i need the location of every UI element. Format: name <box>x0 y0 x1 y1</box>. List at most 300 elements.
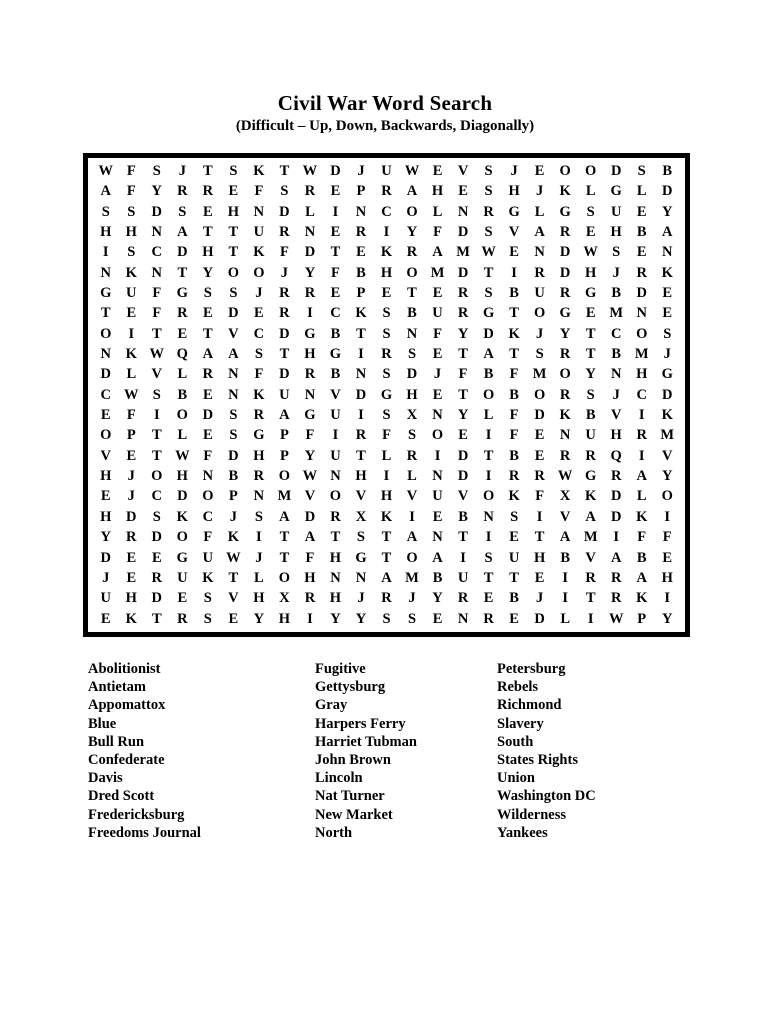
grid-cell: S <box>127 203 136 220</box>
grid-cell: R <box>559 285 571 301</box>
word-list-item: Fugitive <box>315 661 366 677</box>
grid-cell: H <box>125 223 137 240</box>
grid-cell: D <box>610 508 622 525</box>
grid-cell: S <box>586 386 595 403</box>
grid-cell: L <box>636 183 647 200</box>
grid-cell: D <box>100 549 111 566</box>
grid-cell: V <box>228 325 239 342</box>
grid-cell: I <box>358 346 364 363</box>
grid-cell: H <box>100 223 112 240</box>
grid-cell: B <box>636 223 647 240</box>
grid-cell: B <box>509 386 519 403</box>
grid-cell: K <box>661 407 673 424</box>
grid-cell: J <box>255 285 263 301</box>
grid-cell: J <box>612 386 620 403</box>
grid-cell: V <box>100 447 111 464</box>
grid-cell: J <box>357 162 365 179</box>
grid-cell: I <box>460 549 466 566</box>
grid-cell: K <box>125 346 137 363</box>
grid-cell: O <box>100 325 112 342</box>
grid-cell: W <box>302 468 318 485</box>
grid-cell: D <box>304 508 316 525</box>
grid-cell: J <box>178 162 186 179</box>
grid-cell: N <box>355 203 367 220</box>
grid-cell: I <box>332 203 339 220</box>
grid-cell: J <box>612 264 620 281</box>
grid-cell: C <box>151 488 163 505</box>
grid-cell: W <box>481 244 496 261</box>
grid-cell: A <box>406 529 418 546</box>
grid-cell: K <box>508 325 520 342</box>
grid-cell: U <box>330 407 341 424</box>
grid-cell: J <box>536 590 544 607</box>
grid-cell: O <box>406 549 418 566</box>
grid-cell: B <box>177 386 188 403</box>
grid-cell: E <box>585 223 596 240</box>
puzzle-subtitle: (Difficult – Up, Down, Backwards, Diagonally) <box>235 118 535 134</box>
grid-cell: T <box>534 529 545 546</box>
grid-cell: R <box>355 427 367 444</box>
grid-cell: K <box>355 305 367 322</box>
grid-cell: D <box>355 386 367 403</box>
grid-cell: L <box>407 468 417 485</box>
grid-cell: K <box>636 590 648 607</box>
grid-cell: S <box>637 162 646 179</box>
grid-cell: G <box>176 549 188 566</box>
grid-cell: S <box>535 346 544 363</box>
grid-cell: W <box>557 468 573 485</box>
grid-cell: I <box>358 407 364 424</box>
grid-cell: R <box>202 183 214 200</box>
grid-cell: T <box>381 549 392 566</box>
grid-cell: S <box>484 223 493 240</box>
grid-cell: E <box>177 325 188 342</box>
grid-cell: E <box>432 162 443 179</box>
grid-cell: Y <box>151 183 163 200</box>
grid-cell: L <box>432 203 443 220</box>
grid-cell: H <box>100 468 112 485</box>
grid-cell: I <box>536 508 543 525</box>
word-list <box>0 660 770 860</box>
grid-cell: N <box>151 264 163 281</box>
grid-cell: R <box>177 305 188 322</box>
grid-cell: R <box>534 264 545 281</box>
grid-cell: L <box>483 407 494 424</box>
grid-cell: V <box>585 549 596 566</box>
grid-cell: N <box>355 366 367 383</box>
grid-cell: H <box>227 203 239 220</box>
grid-cell: F <box>203 447 213 464</box>
grid-cell: D <box>151 529 163 546</box>
grid-cell: D <box>126 508 137 525</box>
grid-cell: H <box>278 610 291 627</box>
grid-cell: M <box>634 346 649 363</box>
grid-cell: N <box>406 325 418 342</box>
grid-cell: G <box>380 386 393 403</box>
grid-cell: V <box>304 488 316 505</box>
grid-cell: H <box>304 346 316 363</box>
grid-cell: L <box>305 203 315 220</box>
grid-cell: V <box>610 407 622 424</box>
grid-cell: B <box>330 325 341 342</box>
grid-cell: B <box>509 285 519 301</box>
grid-cell: Y <box>355 610 367 627</box>
grid-cell: D <box>483 325 494 342</box>
grid-cell: Y <box>661 610 673 627</box>
grid-cell: E <box>381 285 392 301</box>
grid-cell: R <box>177 610 188 627</box>
grid-cell: S <box>203 610 212 627</box>
grid-cell: E <box>534 162 545 179</box>
grid-cell: S <box>407 427 417 444</box>
grid-cell: U <box>585 427 596 444</box>
grid-cell: D <box>406 366 418 383</box>
grid-cell: E <box>662 285 673 301</box>
grid-cell: R <box>304 285 316 301</box>
grid-cell: I <box>409 508 415 525</box>
grid-cell: O <box>533 386 546 403</box>
grid-cell: I <box>638 447 645 464</box>
grid-cell: A <box>202 346 214 363</box>
grid-cell: A <box>432 549 443 566</box>
grid-cell: O <box>431 427 444 444</box>
grid-cell: X <box>279 590 290 607</box>
grid-cell: I <box>434 447 441 464</box>
grid-cell: M <box>660 427 675 444</box>
grid-cell: O <box>278 468 291 485</box>
grid-cell: S <box>612 244 621 261</box>
grid-cell: K <box>125 264 137 281</box>
grid-cell: N <box>534 244 545 261</box>
grid-cell: I <box>485 468 492 485</box>
grid-cell: T <box>509 569 519 586</box>
word-list-item: Harpers Ferry <box>315 715 406 732</box>
grid-cell: F <box>305 427 315 444</box>
grid-cell: Y <box>330 610 341 627</box>
grid-cell: F <box>254 366 264 383</box>
grid-cell: Y <box>457 407 469 424</box>
grid-cell: V <box>457 162 469 179</box>
grid-cell: Q <box>610 447 622 464</box>
word-list-item: North <box>315 824 353 841</box>
grid-cell: I <box>128 325 135 342</box>
grid-cell: R <box>406 447 418 464</box>
grid-cell: Y <box>253 610 265 627</box>
grid-cell: D <box>228 447 239 464</box>
word-list-column <box>497 660 596 842</box>
grid-cell: V <box>355 488 367 505</box>
grid-cell: A <box>483 346 494 363</box>
grid-cell: V <box>228 590 239 607</box>
grid-cell: T <box>279 346 290 363</box>
grid-cell: T <box>279 529 290 546</box>
grid-cell: F <box>152 305 162 322</box>
grid-cell: R <box>559 447 571 464</box>
grid-cell: F <box>509 407 519 424</box>
grid-cell: I <box>383 468 390 485</box>
grid-cell: R <box>508 468 520 485</box>
grid-cell: D <box>534 407 545 424</box>
grid-cell: T <box>279 162 290 179</box>
grid-cell: Y <box>559 325 571 342</box>
grid-cell: E <box>203 427 213 444</box>
grid-cell: E <box>330 285 341 301</box>
grid-cell: I <box>562 590 568 607</box>
grid-cell: S <box>382 610 391 627</box>
grid-cell: P <box>228 488 238 505</box>
grid-cell: R <box>406 244 418 261</box>
grid-cell: T <box>151 427 162 444</box>
word-list-item: Petersburg <box>497 661 566 677</box>
grid-cell: O <box>482 488 495 505</box>
grid-cell: E <box>534 427 545 444</box>
grid-cell: S <box>229 162 238 179</box>
grid-cell: D <box>304 244 316 261</box>
grid-cell: I <box>485 427 492 444</box>
grid-cell: W <box>226 549 241 566</box>
grid-cell: R <box>279 223 290 240</box>
grid-cell: J <box>663 346 671 363</box>
grid-cell: T <box>483 447 494 464</box>
grid-cell: B <box>636 549 647 566</box>
grid-cell: K <box>380 508 393 525</box>
grid-cell: F <box>305 549 315 566</box>
grid-cell: H <box>176 468 188 485</box>
grid-cell: V <box>406 488 418 505</box>
grid-cell: T <box>177 264 188 281</box>
grid-cell: S <box>229 285 238 301</box>
grid-cell: C <box>610 325 622 342</box>
grid-cell: S <box>382 325 391 342</box>
grid-cell: X <box>355 508 367 525</box>
grid-cell: N <box>432 407 443 424</box>
grid-cell: E <box>432 346 443 363</box>
grid-cell: D <box>636 285 647 301</box>
grid-cell: E <box>636 244 647 261</box>
grid-cell: F <box>152 285 162 301</box>
grid-cell: S <box>663 325 672 342</box>
grid-cell: L <box>381 447 392 464</box>
grid-cell: F <box>662 529 672 546</box>
grid-cell: K <box>585 488 597 505</box>
grid-cell: I <box>613 529 620 546</box>
grid-cell: M <box>532 366 547 383</box>
grid-cell: S <box>484 183 493 200</box>
grid-cell: T <box>356 447 366 464</box>
grid-cell: U <box>432 488 443 505</box>
grid-cell: H <box>431 183 444 200</box>
grid-cell: O <box>202 488 214 505</box>
grid-cell: R <box>279 285 290 301</box>
word-list-item: Lincoln <box>315 770 363 787</box>
grid-cell: E <box>662 305 673 322</box>
grid-cell: G <box>661 366 673 383</box>
grid-cell: D <box>330 162 341 179</box>
grid-cell: I <box>587 610 594 627</box>
grid-cell: R <box>381 183 392 200</box>
grid-cell: H <box>329 549 342 566</box>
grid-cell: H <box>329 590 342 607</box>
word-list-item: Abolitionist <box>88 661 161 677</box>
word-list-item: Nat Turner <box>315 788 385 805</box>
grid-cell: T <box>483 264 494 281</box>
grid-cell: A <box>610 549 622 566</box>
grid-cell: O <box>100 427 112 444</box>
grid-cell: T <box>381 529 392 546</box>
grid-cell: G <box>610 183 622 200</box>
grid-cell: M <box>405 569 419 586</box>
grid-cell: S <box>178 203 187 220</box>
grid-cell: L <box>560 610 570 627</box>
grid-cell: H <box>380 488 393 505</box>
grid-cell: R <box>304 590 316 607</box>
grid-cell: N <box>636 305 647 322</box>
grid-cell: E <box>203 305 213 322</box>
grid-cell: R <box>483 203 494 220</box>
grid-cell: A <box>636 569 647 586</box>
grid-cell: M <box>430 264 445 281</box>
grid-cell: T <box>483 569 494 586</box>
grid-cell: K <box>559 183 571 200</box>
grid-cell: K <box>253 386 265 403</box>
grid-cell: S <box>356 529 365 546</box>
grid-cell: P <box>279 427 289 444</box>
word-list-item: Harriet Tubman <box>315 733 417 750</box>
grid-cell: R <box>151 569 163 586</box>
grid-cell: U <box>202 549 214 566</box>
grid-cell: O <box>253 264 265 281</box>
grid-cell: G <box>100 285 112 301</box>
grid-cell: W <box>175 447 190 464</box>
grid-cell: T <box>151 610 162 627</box>
grid-cell: I <box>485 529 492 546</box>
grid-cell: T <box>228 244 239 261</box>
grid-cell: R <box>457 285 469 301</box>
grid-cell: O <box>176 529 188 546</box>
grid-cell: N <box>432 529 443 546</box>
grid-cell: G <box>508 203 520 220</box>
grid-cell: W <box>149 346 165 363</box>
grid-cell: T <box>100 305 111 322</box>
grid-cell: T <box>330 529 341 546</box>
grid-cell: B <box>458 508 468 525</box>
grid-cell: B <box>356 264 366 281</box>
word-list-item: Washington DC <box>497 788 596 805</box>
grid-cell: O <box>559 366 571 383</box>
grid-cell: U <box>534 285 545 301</box>
grid-cell: C <box>381 203 392 220</box>
grid-cell: T <box>228 223 239 240</box>
grid-cell: E <box>126 569 137 586</box>
grid-cell: P <box>279 447 289 464</box>
grid-cell: J <box>536 183 544 200</box>
grid-cell: S <box>152 508 161 525</box>
grid-cell: K <box>125 610 137 627</box>
grid-cell: T <box>203 325 213 342</box>
grid-cell: G <box>482 305 495 322</box>
grid-cell: N <box>457 610 469 627</box>
grid-cell: U <box>508 549 520 566</box>
grid-cell: H <box>636 366 648 383</box>
word-list-item: Gettysburg <box>315 679 386 696</box>
grid-cell: J <box>408 590 416 607</box>
grid-cell: F <box>458 366 468 383</box>
grid-cell: R <box>126 529 137 546</box>
grid-cell: T <box>509 346 519 363</box>
grid-cell: J <box>280 264 289 281</box>
grid-cell: R <box>355 223 367 240</box>
grid-cell: H <box>610 427 622 444</box>
grid-cell: N <box>228 366 239 383</box>
grid-cell: T <box>279 549 290 566</box>
grid-cell: A <box>636 468 647 485</box>
grid-cell: H <box>253 590 265 607</box>
grid-cell: D <box>610 162 622 179</box>
grid-cell: S <box>152 386 161 403</box>
grid-cell: U <box>381 162 392 179</box>
grid-cell: I <box>664 590 671 607</box>
grid-cell: P <box>356 183 366 200</box>
grid-cell: R <box>253 407 265 424</box>
grid-cell: C <box>202 508 214 525</box>
grid-cell: N <box>253 203 265 220</box>
grid-cell: O <box>151 468 163 485</box>
grid-cell: R <box>610 590 622 607</box>
grid-cell: S <box>254 508 263 525</box>
grid-cell: N <box>304 223 316 240</box>
grid-cell: Y <box>406 223 418 240</box>
grid-cell: S <box>203 590 212 607</box>
grid-cell: E <box>483 590 494 607</box>
grid-cell: C <box>636 386 647 403</box>
grid-cell: H <box>380 264 393 281</box>
word-list-item: Gray <box>315 697 348 714</box>
word-list-item: Appomattox <box>88 697 166 714</box>
grid-cell: J <box>102 569 110 586</box>
grid-cell: I <box>511 264 517 281</box>
grid-cell: D <box>279 325 290 342</box>
grid-cell: T <box>203 223 213 240</box>
grid-cell: D <box>457 468 469 485</box>
grid-cell: C <box>100 386 111 403</box>
grid-cell: N <box>228 386 239 403</box>
grid-cell: B <box>509 590 519 607</box>
grid-cell: I <box>664 508 671 525</box>
grid-cell: L <box>585 183 596 200</box>
grid-cell: R <box>330 508 341 525</box>
grid-cell: L <box>534 203 545 220</box>
grid-cell: R <box>636 264 647 281</box>
grid-cell: T <box>585 325 596 342</box>
grid-cell: E <box>432 285 443 301</box>
grid-cell: I <box>307 305 313 322</box>
grid-cell: E <box>330 223 341 240</box>
grid-cell: E <box>100 407 111 424</box>
grid-cell: I <box>383 223 390 240</box>
grid-cell: Y <box>304 264 316 281</box>
grid-cell: E <box>636 203 647 220</box>
grid-cell: J <box>229 508 237 525</box>
grid-cell: G <box>176 285 188 301</box>
grid-cell: J <box>127 468 135 485</box>
grid-cell: P <box>356 285 366 301</box>
grid-cell: R <box>457 305 469 322</box>
grid-cell: E <box>432 610 443 627</box>
grid-cell: H <box>585 264 597 281</box>
grid-cell: B <box>228 468 239 485</box>
grid-cell: T <box>407 285 417 301</box>
grid-cell: J <box>536 325 544 342</box>
